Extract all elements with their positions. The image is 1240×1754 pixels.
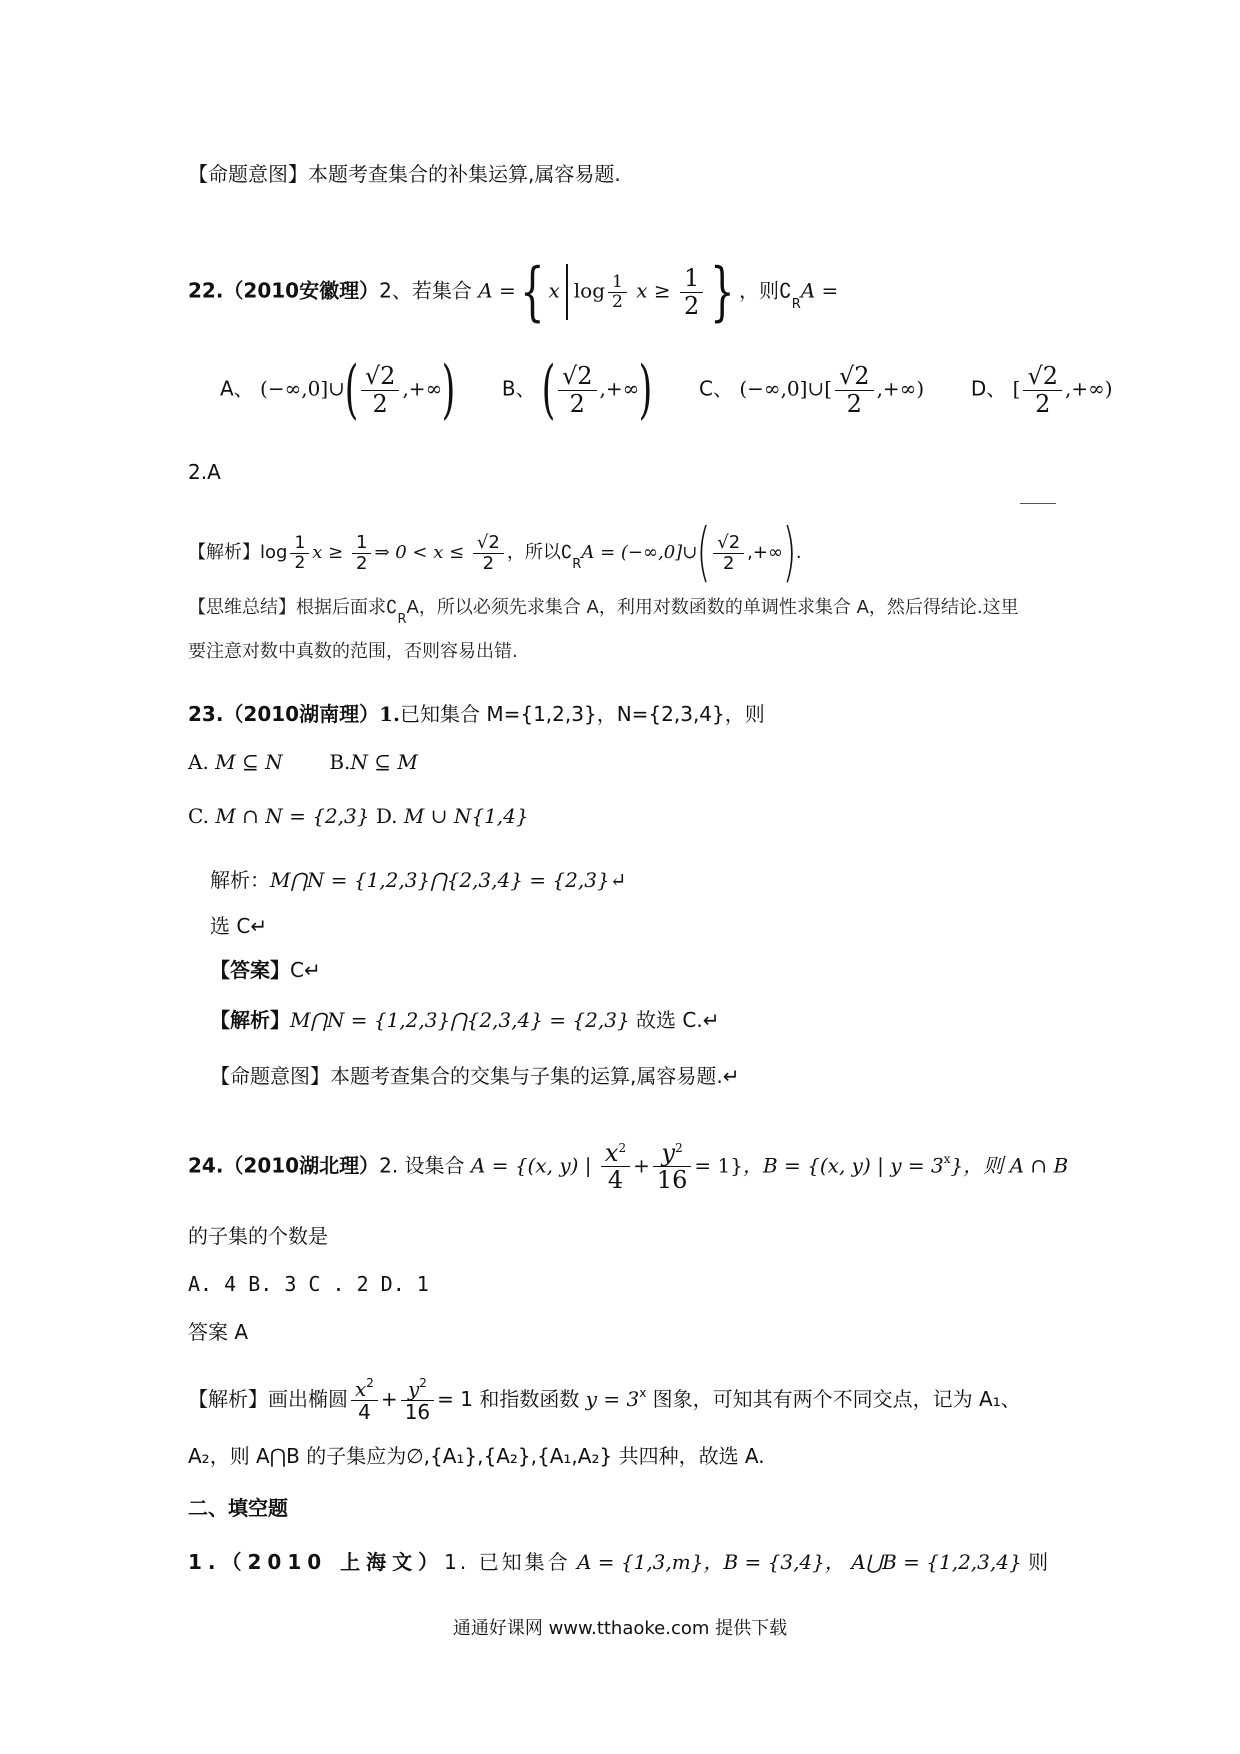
q22-answer: 2.A [188, 460, 221, 484]
q23-label: 23.（2010湖南理） [188, 702, 380, 726]
q23-solution: 解析：M⋂N = {1,2,3}⋂{2,3,4} = {2,3}↵ [210, 868, 627, 892]
section2-q1: 1.（2010 上海文）1. 已知集合 A = {1,3,m}，B = {3,4}， A⋃B = {1,2,3,4} 则 [188, 1550, 1049, 1574]
q24-answer: 答案 A [188, 1320, 249, 1344]
q24-analysis-line1: 【解析】画出椭圆 $\frac{x^2}{4}$ + $\frac{y^2}{16}$ = 1 和指数函数 $y = 3^x$ 图象，可知其有两个不同交点，记为 A₁、 [188, 1376, 1021, 1424]
q23-options-cd: C. M ∩ N = {2,3} D. M ∪ N{1,4} [188, 804, 529, 828]
q24-options: A. 4 B. 3 C . 2 D. 1 [188, 1272, 429, 1296]
q23-choose: 选 C↵ [210, 914, 268, 938]
q23-answer: 【答案】C↵ [210, 958, 321, 982]
q23-stem: 23.（2010湖南理）1.已知集合 M={1,2,3}，N={2,3,4}，则 [188, 702, 765, 726]
q24-line2: 的子集的个数是 [188, 1224, 328, 1248]
q22-summary-line1: 【思维总结】根据后面求$∁_RA$，所以必须先求集合 A，利用对数函数的单调性求集合 A，然后得结论.这里 [188, 597, 1019, 627]
section-title: 二、填空题 [188, 1496, 288, 1520]
q24-analysis-line2: A₂，则 A⋂B 的子集应为∅,{A₁},{A₂},{A₁,A₂} 共四种，故选 A. [188, 1444, 765, 1468]
q22-option-c-label: C、 [699, 376, 733, 401]
q23-options-ab: A. M ⊆ N B.N ⊆ M [188, 750, 418, 774]
q22-analysis: 【解析】log $\frac{1}{2}$ x ≥ $\frac{1}{2}$ ⇒ 0 < x ≤ $\frac{√2}{2}$ ，所以$∁_RA$ = (−∞,0]∪( $\frac{√2}{2}$ ,+∞). [188, 516, 802, 590]
divider-mark [1020, 503, 1056, 504]
q23-analysis: 【解析】M⋂N = {1,2,3}⋂{2,3,4} = {2,3} 故选 C.↵ [210, 1008, 720, 1032]
q22-option-a-label: A、 [220, 376, 254, 401]
q24-stem: 24.（2010湖北理）2. 设集合 A = {(x, y) | $\frac{x^2}{4}$ + $\frac{y^2}{16}$ = 1}，B = {(x, y) | $y = 3^x$}，则 A ∩ B [188, 1139, 1069, 1195]
q22-option-d-label: D、 [970, 376, 1007, 401]
q22-options: A、 (−∞,0]∪( $\frac{√2}{2}$ ,+∞) B、 ( $\frac{√2}{2}$ ,+∞) C、 (−∞,0]∪[ $\frac{√2}{2}$ ,+∞) D、 [ $\frac{√2}{2}$ ,+∞) [220, 353, 1113, 427]
q22-label: 22.（2010安徽理） [188, 278, 380, 303]
q22-option-b-label: B、 [501, 376, 536, 401]
intro-note: 【命题意图】本题考查集合的补集运算,属容易题. [188, 162, 621, 186]
q22-summary-line2: 要注意对数中真数的范围，否则容易出错. [188, 641, 518, 662]
q22-stem: 22.（2010安徽理）2、若集合 A ={ x log $\frac{1}{2}$ x ≥ $\frac{1}{2}$ } ，则$∁_RA$ = [188, 255, 839, 329]
page-footer: 通通好课网 www.tthaoke.com 提供下载 [452, 1618, 788, 1639]
q23-intent: 【命题意图】本题考查集合的交集与子集的运算,属容易题.↵ [210, 1064, 740, 1088]
q24-label: 24.（2010湖北理） [188, 1153, 380, 1178]
